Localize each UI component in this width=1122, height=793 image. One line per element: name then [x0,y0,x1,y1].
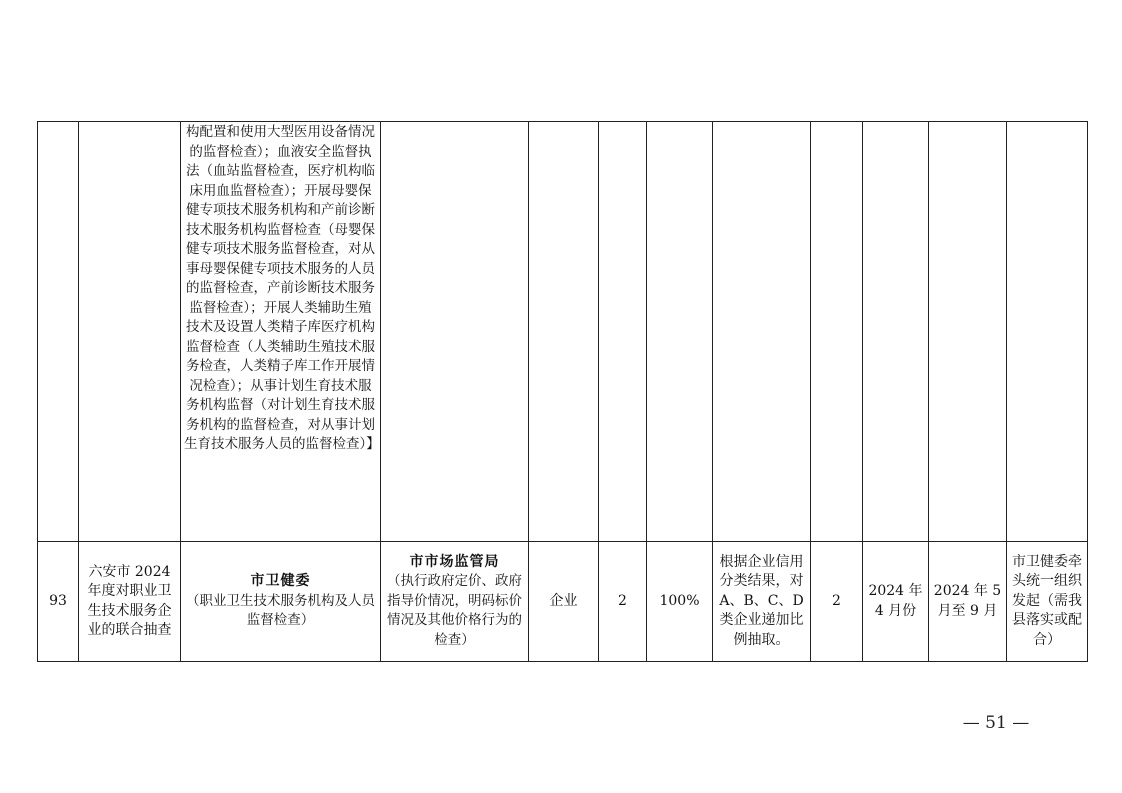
partner-dept: 市市场监管局 [409,553,500,570]
partner-description: （执行政府定价、政府指导价情况，明码标价情况及其他价格行为的检查） [387,573,522,648]
cell-start [863,122,929,542]
cell-period: 2024 年 5 月至 9 月 [929,542,1007,662]
initiator-description: （职业卫生技术服务机构及人员监督检查） [186,592,375,629]
cell-object [529,122,599,542]
cell-no: 93 [38,542,79,662]
cell-method: 根据企业信用分类结果，对 A、B、C、D 类企业递加比例抽取。 [713,542,811,662]
cell-start: 2024 年 4 月份 [863,542,929,662]
table-row [38,542,1088,662]
cell-item [79,122,181,542]
cell-times: 2 [811,542,863,662]
page-number: — 51 — [962,713,1030,733]
cell-ratio [647,122,713,542]
cell-initiator [181,122,381,542]
initiator-description: 构配置和使用大型医用设备情况的监督检查）；血液安全监督执法（血站监督检查，医疗机构临床用血监督检查）；开展母婴保健专项技术服务机构和产前诊断技术服务机构监督检查（母婴保健专项技术服务监督检查，对从事母婴保健专项技术服务的人员的监督检查，产前诊断技术服务监督检查）；开展人类辅助生殖技术及设置人类精子库医疗机构监督检查（人类辅助生殖技术服务检查，人类精子库工作开展情况检查）；从事计划生育技术服务机构监督（对计划生育技术服务机构的监督检查，对从事计划生育技术服务人员的监督检查）】 [184,124,380,452]
cell-no [38,122,79,542]
cell-count: 2 [599,542,647,662]
cell-times [811,122,863,542]
cell-item: 六安市 2024 年度对职业卫生技术服务企业的联合抽查 [79,542,181,662]
cell-partner [381,122,529,542]
initiator-dept: 市卫健委 [250,573,311,590]
cell-period [929,122,1007,542]
cell-partner [381,542,529,662]
cell-initiator [181,542,381,662]
table-row [38,122,1088,542]
cell-count [599,122,647,542]
cell-ratio: 100% [647,542,713,662]
cell-note: 市卫健委牵头统一组织发起（需我县落实或配合） [1007,542,1088,662]
cell-note [1007,122,1088,542]
inspection-plan-table [37,121,1088,662]
cell-method [713,122,811,542]
cell-object: 企业 [529,542,599,662]
